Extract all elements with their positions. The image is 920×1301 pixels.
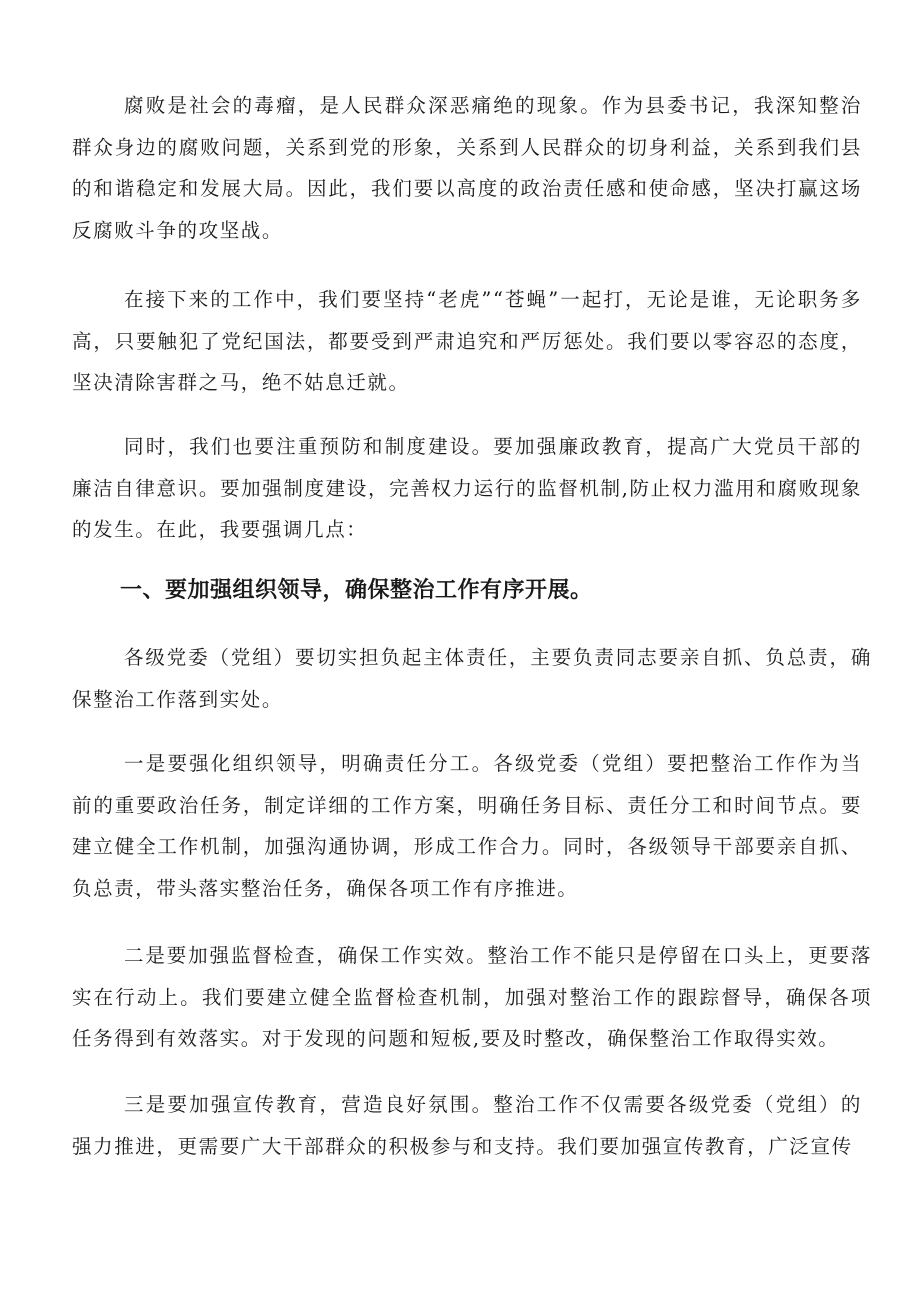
paragraph-prevention: 同时，我们也要注重预防和制度建设。要加强廉政教育，提高广大党员干部的廉洁自律意识。要加强制度建设，完善权力运行的监督机制,防止权力滥用和腐败现象的发生。在此，我要强调几点： [72, 435, 862, 541]
paragraph-point-two: 二是要加强监督检查，确保工作实效。整治工作不能只是停留在口头上，更要落实在行动上。我们要建立健全监督检查机制，加强对整治工作的跟踪督导，确保各项任务得到有效落实。对于发现的问题和短板,要及时整改，确保整治工作取得实效。 [72, 944, 872, 1050]
section-heading: 一、要加强组织领导，确保整治工作有序开展。 [120, 578, 593, 603]
paragraph-point-one: 一是要强化组织领导，明确责任分工。各级党委（党组）要把整治工作作为当前的重要政治任务，制定详细的工作方案，明确任务目标、责任分工和时间节点。要建立健全工作机制，加强沟通协调，形成工作合力。同时，各级领导干部要亲自抓、负总责，带头落实整治任务，确保各项工作有序推进。 [72, 752, 862, 900]
paragraph-point-three: 三是要加强宣传教育，营造良好氛围。整治工作不仅需要各级党委（党组）的强力推进，更需要广大干部群众的积极参与和支持。我们要加强宣传教育，广泛宣传 [72, 1093, 862, 1158]
paragraph-responsibility: 各级党委（党组）要切实担负起主体责任，主要负责同志要亲自抓、负总责，确保整治工作落到实处。 [72, 646, 872, 711]
paragraph-intro: 腐败是社会的毒瘤，是人民群众深恶痛绝的现象。作为县委书记，我深知整治群众身边的腐败问题，关系到党的形象，关系到人民群众的切身利益，关系到我们县的和谐稳定和发展大局。因此，我们要以高度的政治责任感和使命感，坚决打赢这场反腐败斗争的攻坚战。 [72, 94, 862, 242]
paragraph-tigers-flies: 在接下来的工作中，我们要坚持“老虎”“苍蝇”一起打，无论是谁，无论职务多高，只要触犯了党纪国法，都要受到严肃追究和严厉惩处。我们要以零容忍的态度，坚决清除害群之马，绝不姑息迁就。 [72, 288, 862, 394]
